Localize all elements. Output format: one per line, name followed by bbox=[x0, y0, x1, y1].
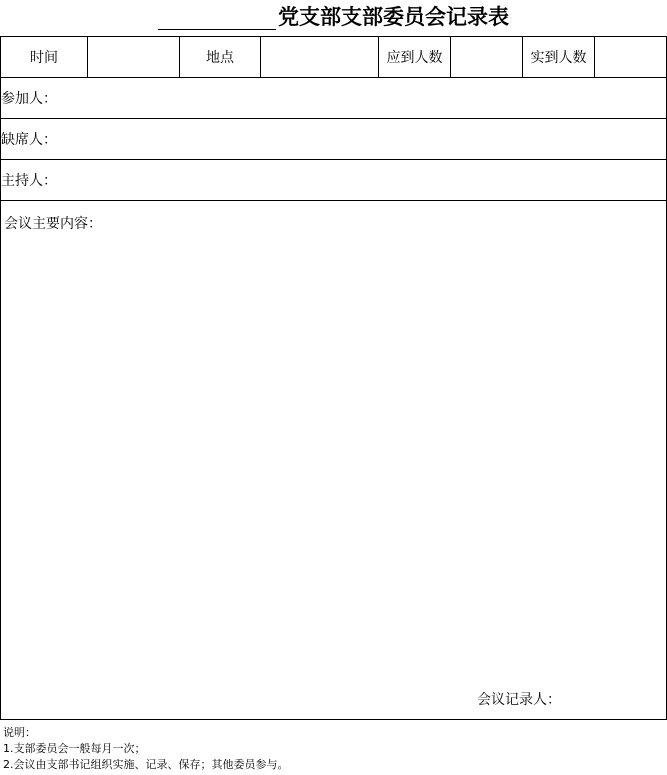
host-row bbox=[1, 160, 667, 201]
absentees-label: 缺席人： bbox=[1, 132, 57, 148]
actual-count-label: 实到人数 bbox=[523, 37, 595, 78]
content-row bbox=[1, 201, 667, 720]
recorder-label: 会议记录人： bbox=[477, 692, 561, 708]
branch-name-blank[interactable] bbox=[158, 7, 276, 30]
absentees-row bbox=[1, 119, 667, 160]
host-cell[interactable] bbox=[1, 160, 667, 201]
notes-heading: 说明： bbox=[3, 726, 36, 739]
actual-count-value-cell[interactable] bbox=[595, 37, 667, 78]
attendees-cell[interactable] bbox=[1, 78, 667, 119]
time-value-cell[interactable] bbox=[88, 37, 180, 78]
attendees-row bbox=[1, 78, 667, 119]
attendees-label: 参加人： bbox=[1, 91, 57, 107]
content-label: 会议主要内容： bbox=[4, 216, 102, 232]
form-title-text: 党支部支部委员会记录表 bbox=[278, 4, 509, 29]
place-value-cell[interactable] bbox=[261, 37, 379, 78]
note-item: 1.支部委员会一般每月一次； bbox=[3, 742, 146, 755]
host-label: 主持人： bbox=[1, 173, 57, 189]
header-row bbox=[1, 37, 667, 78]
note-item: 2.会议由支部书记组织实施、记录、保存；其他委员参与。 bbox=[3, 758, 289, 771]
meeting-record-table bbox=[0, 36, 667, 720]
expected-count-label: 应到人数 bbox=[379, 37, 451, 78]
content-cell[interactable] bbox=[1, 201, 667, 720]
expected-count-value-cell[interactable] bbox=[451, 37, 523, 78]
notes-section bbox=[3, 725, 289, 773]
time-label: 时间 bbox=[1, 37, 88, 78]
place-label: 地点 bbox=[180, 37, 261, 78]
absentees-cell[interactable] bbox=[1, 119, 667, 160]
form-title bbox=[0, 4, 667, 30]
